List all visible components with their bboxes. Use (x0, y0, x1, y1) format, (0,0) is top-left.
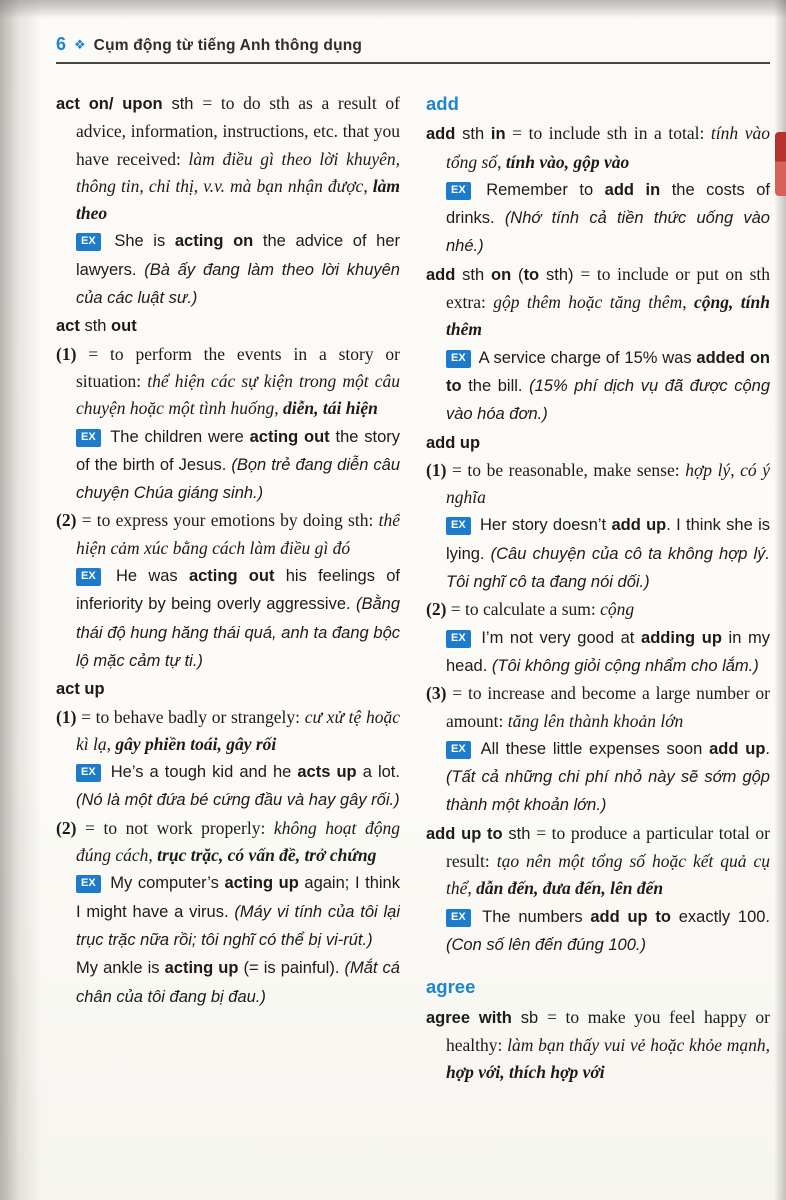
sense-block (56, 704, 400, 759)
text-run: = to include or put on sth extra: (446, 263, 770, 313)
text-run: in my head. (446, 628, 770, 675)
text-run: (Máy vi tính của tôi lại trục trặc nữa rồi; tôi nghĩ có thể bị vi-rút.) (76, 902, 400, 949)
text-run: My ankle is (76, 959, 165, 978)
text-run: act up (56, 680, 105, 699)
text-run: add up (426, 433, 481, 452)
text-run: tăng lên thành khoản lớn (507, 710, 684, 731)
text-run: (Con số lên đến đúng 100.) (446, 935, 646, 954)
text-run: a lot. (356, 763, 400, 782)
text-run: , (682, 292, 695, 313)
text-run: Her story doesn’t (474, 516, 612, 535)
sense-block (56, 341, 400, 423)
text-run: dẫn đến, đưa đến, lên đến (476, 878, 664, 899)
entry-block (426, 120, 770, 176)
example-block (426, 176, 770, 261)
text-run: . I think she is lying. (446, 516, 770, 563)
text-run: = to express your emotions by doing sth: (76, 510, 379, 531)
text-run: ( (511, 265, 524, 284)
entry-block (426, 1004, 770, 1087)
text-run: All these little expenses soon (474, 739, 710, 758)
text-run: hợp lý, có ý nghĩa (446, 459, 770, 508)
text-run: (Tất cả những chi phí nhỏ này sẽ sớm gộp thành một khoản lớn.) (446, 768, 770, 815)
example-block (426, 624, 770, 681)
example-block (56, 869, 400, 954)
head-block (56, 675, 400, 703)
example-badge: EX (76, 429, 101, 447)
text-run: (1) (56, 343, 77, 364)
text-run: add up to (590, 907, 671, 926)
text-run: (2) (426, 599, 447, 620)
text-run: (Tôi không giỏi cộng nhẩm cho lắm.) (491, 656, 759, 675)
text-run: add up to (426, 824, 503, 843)
header-row (56, 34, 770, 55)
text-run: = to include sth in a total: (505, 123, 711, 144)
text-run: (3) (426, 683, 447, 704)
example-block (426, 344, 770, 429)
text-run: , (148, 845, 158, 866)
text-run: thể hiện các sự kiện trong một câu chuyện hoặc một tình huống (76, 370, 400, 419)
text-run: sth (502, 824, 537, 843)
page-edge-red-mark (775, 132, 786, 196)
text-run: = to do sth as a result of advice, information, instructions, etc. that you have received: (76, 93, 400, 169)
text-run: không hoạt động đúng cách (76, 817, 400, 866)
text-run: add (426, 265, 456, 284)
text-run: = to calculate a sum: (446, 599, 601, 620)
text-run: sth (79, 317, 112, 336)
text-run: add in (604, 180, 661, 199)
text-run: (1) (426, 459, 447, 480)
text-run: My computer’s (104, 874, 225, 893)
text-run: làm theo (76, 175, 400, 224)
text-run: (Bà ấy đang làm theo lời khuyên của các luật sư.) (76, 260, 400, 308)
head-block (426, 429, 770, 457)
text-run: agree with (426, 1008, 512, 1027)
text-run: cư xử tệ hoặc kì lạ (76, 706, 400, 754)
text-run: add up (611, 516, 667, 535)
text-run: the story of the birth of Jesus. (76, 427, 400, 474)
diamond-icon: ❖ (74, 36, 86, 52)
text-run: add (426, 93, 459, 114)
text-run: the costs of drinks. (446, 180, 770, 228)
example-block (56, 562, 400, 675)
example-badge: EX (446, 909, 471, 927)
example-block (56, 954, 400, 1011)
text-run: cộng, tính thêm (446, 292, 770, 340)
text-run: in (490, 125, 506, 144)
example-badge: EX (446, 182, 471, 200)
example-block (426, 511, 770, 596)
text-run: acting on (174, 232, 254, 251)
text-run: added on to (446, 348, 770, 395)
text-run: (15% phí dịch vụ đã được cộng vào hóa đơn.) (446, 376, 770, 424)
text-run: He’s a tough kid and he (104, 763, 298, 782)
text-run: = to produce a particular total or result: (446, 822, 770, 872)
example-badge: EX (446, 741, 471, 759)
text-run: The children were (104, 427, 250, 446)
example-block (56, 423, 400, 508)
example-badge: EX (446, 517, 471, 535)
text-run: = to behave badly or strangely: (76, 706, 305, 727)
text-run: , (497, 151, 506, 172)
text-run: (1) (56, 706, 77, 727)
sense-block (426, 596, 770, 623)
text-run: làm điều gì theo lời khuyên, thông tin, chỉ thị, v.v. mà bạn nhận được (76, 148, 400, 196)
text-run: , (363, 175, 373, 196)
text-run: (Mắt cá chân của tôi đang bị đau.) (76, 959, 400, 1006)
text-run: (= is painful). (238, 959, 345, 978)
text-run: hợp với, thích hợp với (446, 1062, 605, 1083)
sense-block (56, 507, 400, 562)
text-run: exactly 100. (670, 907, 770, 926)
example-badge: EX (76, 233, 101, 251)
text-run: (Bọn trẻ đang diễn câu chuyện Chúa giáng sinh.) (76, 455, 400, 503)
text-run: He was (104, 567, 189, 586)
example-badge: EX (76, 875, 101, 893)
text-run: on (491, 265, 512, 284)
lemma-heading (426, 90, 770, 117)
text-run: = to make you feel happy or healthy: (446, 1006, 770, 1055)
head-block (56, 312, 400, 340)
entry-block (426, 261, 770, 344)
entry-block (56, 90, 400, 227)
text-run: làm bạn thấy vui vẻ hoặc khỏe mạnh (507, 1034, 766, 1055)
text-run: = to increase and become a large number or amount: (446, 683, 770, 731)
text-run: (2) (56, 817, 77, 838)
text-run: tính vào tổng số (446, 123, 770, 172)
lemma-heading (426, 973, 770, 1000)
text-run: She is (104, 232, 175, 251)
text-run: acting up (164, 959, 239, 978)
column-left (56, 90, 400, 1182)
book-title: Cụm động từ tiếng Anh thông dụng (93, 37, 363, 54)
text-run: trục trặc, có vấn đề, trở chứng (157, 845, 377, 866)
text-run: , (106, 733, 116, 754)
dictionary-content (56, 90, 770, 1182)
sense-block (56, 815, 400, 870)
column-right (426, 90, 770, 1182)
text-run: cộng (600, 599, 635, 620)
text-run: acting out (188, 567, 275, 586)
text-run: gây phiền toái, gây rối (115, 733, 277, 754)
text-run: acting up (224, 874, 299, 893)
text-run: (Nó là một đứa bé cứng đầu và hay gây rối.) (76, 791, 400, 810)
text-run: to (523, 265, 540, 284)
page-number: 6 (56, 34, 67, 54)
text-run: adding up (641, 628, 722, 647)
text-run: his feelings of inferiority by being overly aggressive. (76, 567, 400, 614)
text-run: (Bằng thái độ hung hăng thái quá, anh ta đang bộc lộ mặc cảm tự ti.) (76, 595, 400, 670)
text-run: , (765, 1034, 770, 1055)
text-run: The numbers (474, 907, 591, 926)
page-top-shadow (0, 0, 786, 18)
text-run: thể hiện cảm xúc bằng cách làm điều gì đó (76, 510, 400, 558)
text-run: add up (709, 739, 766, 758)
text-run: acts up (297, 763, 357, 782)
text-run: (Câu chuyện của cô ta không hợp lý. Tôi nghĩ cô ta đang nói dối.) (446, 544, 770, 592)
text-run: (Nhớ tính cả tiền thức uống vào nhé.) (446, 209, 770, 256)
text-run: (2) (56, 510, 77, 531)
text-run: sth) (539, 265, 581, 284)
text-run: Remember to (474, 180, 605, 199)
text-run: , (467, 878, 477, 899)
sense-block (426, 457, 770, 512)
text-run: again; I think I might have a virus. (76, 874, 400, 921)
text-run: the advice of her lawyers. (76, 232, 400, 279)
header-rule (56, 62, 770, 64)
example-badge: EX (446, 630, 471, 648)
example-badge: EX (446, 350, 471, 368)
page-left-shadow (0, 0, 42, 1200)
text-run: act (56, 317, 80, 336)
example-block (426, 735, 770, 820)
page-header (56, 34, 770, 64)
text-run: acting out (249, 427, 330, 446)
text-run: diễn, tái hiện (283, 398, 378, 419)
example-badge: EX (76, 568, 101, 586)
example-badge: EX (76, 764, 101, 782)
text-run: act on/ upon (56, 95, 163, 113)
entry-block (426, 820, 770, 903)
text-run: . (765, 739, 770, 758)
text-run: sb (511, 1008, 547, 1027)
text-run: , (274, 398, 284, 419)
text-run: agree (426, 976, 476, 998)
text-run: the bill. (461, 376, 530, 395)
text-run: sth (162, 95, 203, 113)
text-run: gộp thêm hoặc tăng thêm (493, 292, 683, 313)
text-run: = to be reasonable, make sense: (446, 459, 686, 480)
text-run: I’m not very good at (474, 628, 642, 647)
text-run: tính vào, gộp vào (505, 151, 630, 172)
example-block (426, 903, 770, 960)
example-block (56, 227, 400, 312)
text-run: add (426, 125, 456, 144)
text-run: sth (455, 265, 492, 284)
text-run: sth (455, 125, 491, 144)
text-run: = to not work properly: (76, 817, 274, 838)
text-run: out (111, 317, 137, 336)
text-run: tạo nên một tổng số hoặc kết quả cụ thể (446, 851, 770, 899)
text-run: A service charge of 15% was (474, 348, 697, 367)
sense-block (426, 680, 770, 735)
text-run: = to perform the events in a story or situation: (76, 343, 400, 391)
example-block (56, 758, 400, 815)
